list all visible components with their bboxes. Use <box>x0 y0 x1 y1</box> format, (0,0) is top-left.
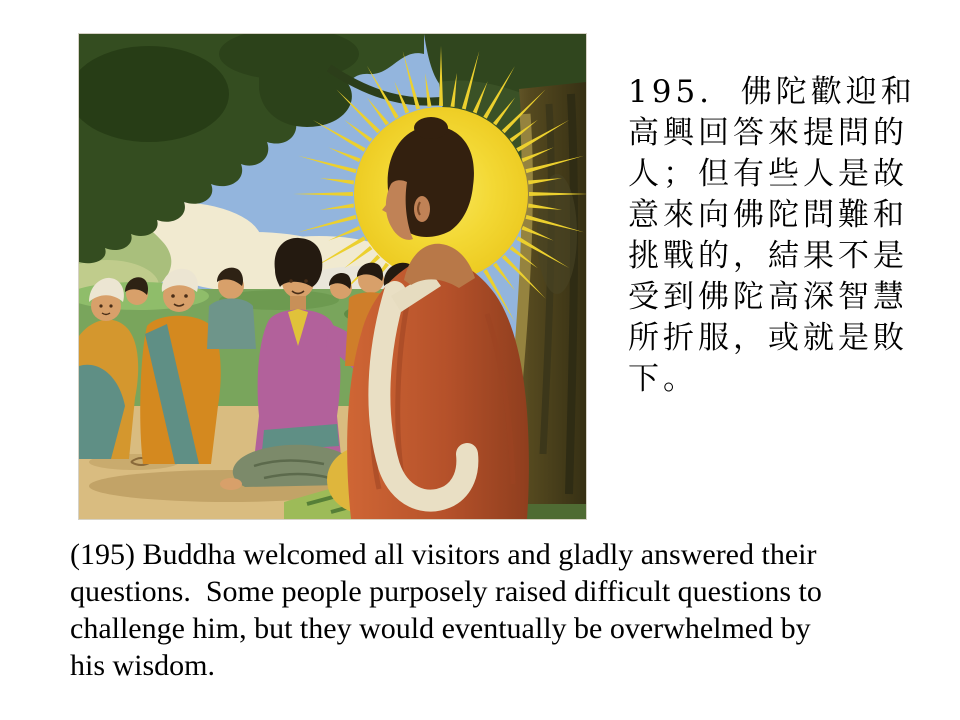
english-caption-line: his wisdom. <box>70 649 216 682</box>
buddha-ear <box>414 196 430 222</box>
chinese-caption-line: 高興回答來提問的 <box>628 115 908 151</box>
buddha-illustration <box>78 33 587 520</box>
buddha-topknot <box>414 117 448 139</box>
buddha-illustration-svg <box>79 34 586 519</box>
chinese-caption-line: 所折服，或就是敗 <box>628 320 908 356</box>
english-caption-line: challenge him, but they would eventually be overwhelmed by <box>70 612 811 645</box>
english-caption-line: (195) Buddha welcomed all visitors and gladly answered their <box>70 538 817 571</box>
chinese-caption-line: 意來向佛陀問難和 <box>628 197 908 233</box>
english-caption-line: questions. Some people purposely raised difficult questions to <box>70 575 822 608</box>
chinese-caption-line: 人；但有些人是故 <box>628 156 908 192</box>
chinese-caption-line: 下。 <box>628 361 698 397</box>
chinese-caption-line: 挑戰的，結果不是 <box>628 238 908 274</box>
chinese-caption <box>628 72 950 400</box>
chinese-caption-line: 受到佛陀高深智慧 <box>628 279 908 315</box>
chinese-caption-line: 195. 佛陀歡迎和 <box>628 74 916 110</box>
english-caption <box>70 536 930 684</box>
